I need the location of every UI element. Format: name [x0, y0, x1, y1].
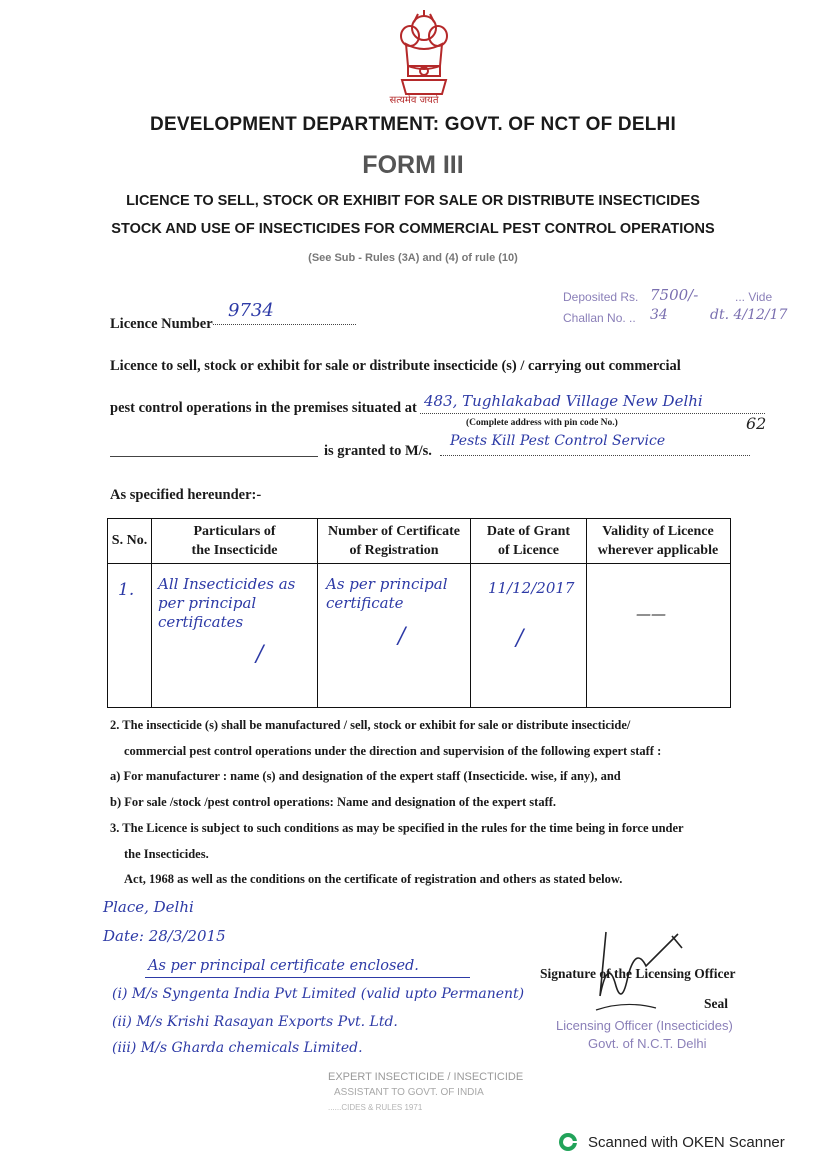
table-cell-particulars-mark: / — [256, 642, 264, 667]
handwritten-enclosed: As per principal certificate enclosed. — [148, 958, 419, 974]
signature-label: Signature of the Licensing Officer — [540, 966, 736, 981]
table-header-particulars: Particulars of the Insecticide — [191, 524, 278, 558]
table-cell-validity: —— — [636, 605, 666, 623]
department-heading: DEVELOPMENT DEPARTMENT: GOVT. OF NCT OF DELHI — [150, 114, 676, 135]
stamp-deposited-amount: 7500/- — [650, 286, 699, 304]
handwritten-underline — [145, 977, 470, 978]
condition-act: Act, 1968 as well as the conditions on the certificate of registration and others as stated below. — [124, 872, 623, 886]
scanner-text: Scanned with OKEN Scanner — [588, 1133, 785, 1151]
scanner-logo-icon — [558, 1132, 578, 1152]
stamp-challan-number: 34 — [650, 307, 668, 323]
granted-firm-name: Pests Kill Pest Control Service — [450, 433, 666, 449]
licence-number-value: 9734 — [228, 300, 274, 321]
granted-line — [440, 455, 750, 456]
table-cell-certificate: As per principal certificate — [326, 575, 448, 612]
condition-b: b) For sale /stock /pest control operations: Name and designation of the expert staff. — [110, 795, 557, 809]
stamp-challan-label: Challan No. .. — [563, 311, 636, 325]
condition-2-line-1: 2. The insecticide (s) shall be manufactured / sell, stock or exhibit for sale or distribute insecticide/ — [110, 718, 631, 732]
table-cell-date-mark: / — [516, 626, 524, 651]
national-motto: सत्यमेव जयते — [389, 95, 439, 106]
subtitle-licence: LICENCE TO SELL, STOCK OR EXHIBIT FOR SALE OR DISTRIBUTE INSECTICIDES — [126, 193, 700, 209]
table-header-divider — [108, 563, 730, 564]
handwritten-company-3: (iii) M/s Gharda chemicals Limited. — [112, 1040, 363, 1056]
form-title: FORM III — [362, 151, 464, 179]
premises-address: 483, Tughlakabad Village New Delhi — [424, 392, 703, 410]
seal-label: Seal — [704, 996, 729, 1011]
table-header-date: Date of Grant of Licence — [486, 524, 571, 558]
premises-hint: (Complete address with pin code No.) — [466, 418, 618, 428]
table-header-sno: S. No. — [111, 533, 148, 548]
table-cell-sno: 1. — [118, 580, 135, 600]
handwritten-company-2: (ii) M/s Krishi Rasayan Exports Pvt. Ltd. — [112, 1014, 398, 1030]
condition-3-line-2: the Insecticides. — [124, 847, 209, 861]
officer-stamp-title: Licensing Officer (Insecticides) — [556, 1018, 733, 1033]
table-cell-particulars: All Insecticides as per principal certificates — [158, 575, 296, 631]
premises-pin: 62 — [746, 414, 767, 433]
faint-stamp-line-2: ASSISTANT TO GOVT. OF INDIA — [334, 1087, 484, 1098]
table-cell-date: 11/12/2017 — [488, 579, 575, 597]
scanner-watermark — [558, 1131, 785, 1153]
licence-number-line — [213, 324, 356, 325]
subtitle-stock: STOCK AND USE OF INSECTICIDES FOR COMMERCIAL PEST CONTROL OPERATIONS — [111, 221, 715, 237]
condition-2-line-2: commercial pest control operations under the direction and supervision of the following expert staff : — [124, 744, 662, 758]
officer-stamp-govt: Govt. of N.C.T. Delhi — [588, 1036, 707, 1051]
stamp-vide-label: ... Vide — [735, 290, 773, 304]
faint-stamp-line-3: ......CIDES & RULES 1971 — [328, 1103, 423, 1112]
premises-label: pest control operations in the premises situated at — [110, 400, 417, 416]
insecticide-table — [107, 518, 731, 708]
handwritten-company-1: (i) M/s Syngenta India Pvt Limited (valid upto Permanent) — [112, 986, 525, 1002]
stamp-challan-date: dt. 4/12/17 — [710, 307, 788, 323]
subtitle-rules: (See Sub - Rules (3A) and (4) of rule (10) — [308, 252, 518, 264]
premises-line — [420, 413, 765, 414]
handwritten-date: Date: 28/3/2015 — [103, 927, 226, 945]
stamp-deposited-label: Deposited Rs. — [563, 290, 639, 304]
granted-blank-line — [110, 456, 318, 457]
table-header-validity: Validity of Licence wherever applicable — [597, 524, 719, 558]
licence-number-label: Licence Number — [110, 316, 213, 332]
table-cell-certificate-mark: / — [398, 624, 406, 649]
faint-stamp-line-1: EXPERT INSECTICIDE / INSECTICIDE — [328, 1071, 524, 1083]
table-header-certificate: Number of Certificate of Registration — [328, 524, 460, 558]
condition-a: a) For manufacturer : name (s) and designation of the expert staff (Insecticide. wise, if any), and — [110, 769, 621, 783]
granted-label: is granted to M/s. — [324, 443, 432, 459]
condition-3-line-1: 3. The Licence is subject to such conditions as may be specified in the rules for the time being in force under — [110, 821, 684, 835]
licence-sentence: Licence to sell, stock or exhibit for sale or distribute insecticide (s) / carrying out commercial — [110, 358, 681, 374]
specified-label: As specified hereunder:- — [110, 487, 262, 503]
handwritten-place: Place, Delhi — [103, 898, 194, 916]
